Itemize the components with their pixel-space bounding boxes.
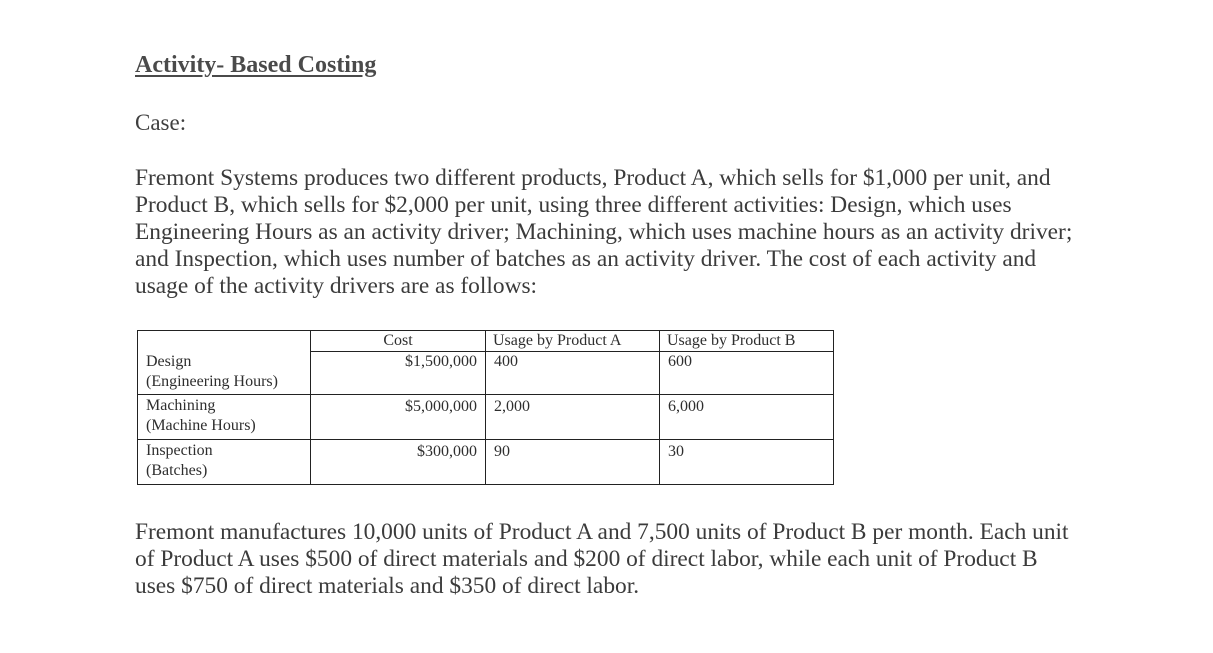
header-usage-b: Usage by Product B <box>660 331 834 352</box>
table-header-row <box>138 331 834 352</box>
activity-driver: (Engineering Hours) <box>146 372 278 390</box>
activity-cell <box>138 395 311 440</box>
activity-driver: (Batches) <box>146 462 208 479</box>
table-row <box>138 352 834 395</box>
activity-name: Inspection <box>146 442 213 459</box>
usage-a-cell: 2,000 <box>486 395 660 440</box>
activity-driver: (Machine Hours) <box>146 417 256 434</box>
usage-b-cell: 600 <box>660 352 834 395</box>
header-activity <box>138 331 311 352</box>
cost-cell: $1,500,000 <box>311 352 486 395</box>
usage-b-cell: 30 <box>660 440 834 485</box>
production-details-paragraph: Fremont manufactures 10,000 units of Product A and 7,500 units of Product B per month. Each unit of Product A uses $500 of direct materials and $200 of direct labor, while each unit of Product B uses $750 of direct materials and $350 of direct labor. <box>135 519 1069 599</box>
table-row <box>138 440 834 485</box>
activity-cost-table <box>137 330 834 485</box>
header-usage-a: Usage by Product A <box>486 331 660 352</box>
case-label: Case: <box>135 110 187 135</box>
cost-cell: $5,000,000 <box>311 395 486 440</box>
usage-a-cell: 400 <box>486 352 660 395</box>
case-description-paragraph: Fremont Systems produces two different products, Product A, which sells for $1,000 per unit, and Product B, which sells for $2,000 per unit, using three different activities: Design, which uses Engineering Hours as an activity driver; Machining, which uses machine hours as an activity driver; and Inspection, which uses number of batches as an activity driver. The cost of each activity and usage of the activity drivers are as follows: <box>135 165 1073 299</box>
header-cost: Cost <box>311 331 486 352</box>
page-title: Activity- Based Costing <box>135 52 377 78</box>
usage-b-cell: 6,000 <box>660 395 834 440</box>
table-row <box>138 395 834 440</box>
cost-cell: $300,000 <box>311 440 486 485</box>
usage-a-cell: 90 <box>486 440 660 485</box>
activity-cell <box>138 440 311 485</box>
activity-cell <box>138 352 311 395</box>
activity-name: Design <box>146 352 192 370</box>
activity-name: Machining <box>146 397 216 414</box>
